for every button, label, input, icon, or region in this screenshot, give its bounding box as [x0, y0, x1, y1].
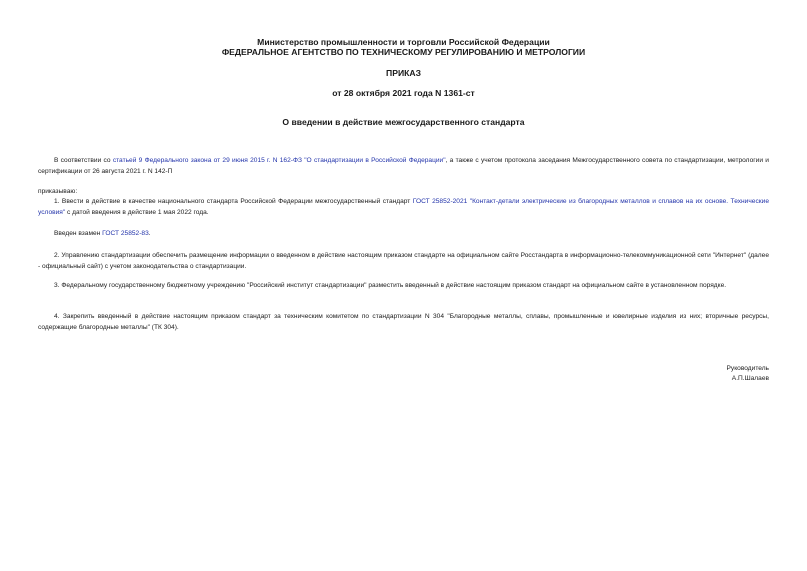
order-title: О введении в действие межгосударственного стандарта: [282, 117, 525, 127]
item-1-text-end: с датой введения в действие 1 мая 2022 года.: [65, 208, 209, 216]
replaced-text-end: .: [148, 230, 151, 237]
item-1-text-start: 1. Ввести в действие в качестве национального стандарта Российской Федерации межгосударственный стандарт: [54, 198, 413, 205]
paragraph-item-2: 2. Управлению стандартизации обеспечить размещение информации о введенном в действие настоящим приказом стандарте на официальном сайте Росстандарта в информационно-телекоммуникационной сети "Интернет" (далее - официальный сайт) с учетом законодательства о стандартизации.: [38, 252, 769, 270]
paragraph-preamble: [38, 156, 769, 177]
date-number-heading: от 28 октября 2021 года N 1361-ст: [332, 88, 475, 98]
paragraph-item-4: 4. Закрепить введенный в действие настоящим приказом стандарт за техническим комитетом по стандартизации N 304 "Благородные металлы, сплавы, промышленные и ювелирные изделия из них; вторичные ресурсы, содержащие благородные металлы" (ТК 304).: [38, 313, 769, 331]
signature-name: А.П.Шалаев: [731, 375, 769, 382]
paragraph-item-1: [38, 197, 769, 218]
paragraph-replaced: [38, 229, 769, 240]
paragraph-item-3: 3. Федеральному государственному бюджетному учреждению "Российский институт стандартизации" разместить введенный в действие настоящим приказом стандарт на официальном сайте в установленном порядке.: [54, 282, 727, 289]
paragraph-order: приказываю:: [38, 188, 78, 195]
doc-type-heading: ПРИКАЗ: [386, 68, 421, 78]
preamble-text-end: , а также с учетом протокола заседания Межгосударственного совета по стандартизации, метрологии и сертификации от 26 августа 2021 г. N 142-П: [38, 157, 769, 175]
agency-heading: ФЕДЕРАЛЬНОЕ АГЕНТСТВО ПО ТЕХНИЧЕСКОМУ РЕГУЛИРОВАНИЮ И МЕТРОЛОГИИ: [221, 47, 586, 57]
law-link[interactable]: статьей 9 Федерального закона от 29 июня 2015 г. N 162-ФЗ "О стандартизации в Российской Федерации": [112, 157, 446, 164]
gost-1983-link[interactable]: ГОСТ 25852-83: [102, 230, 149, 237]
signature-role: Руководитель: [726, 365, 769, 372]
gost-2021-link[interactable]: ГОСТ 25852-2021 "Контакт-детали электрические из благородных металлов и сплавов на их основе. Технические условия": [38, 198, 769, 216]
replaced-text-start: Введен взамен: [54, 230, 103, 237]
preamble-text-start: В соответствии со: [54, 157, 113, 164]
ministry-heading: Министерство промышленности и торговли Российской Федерации: [257, 37, 550, 47]
